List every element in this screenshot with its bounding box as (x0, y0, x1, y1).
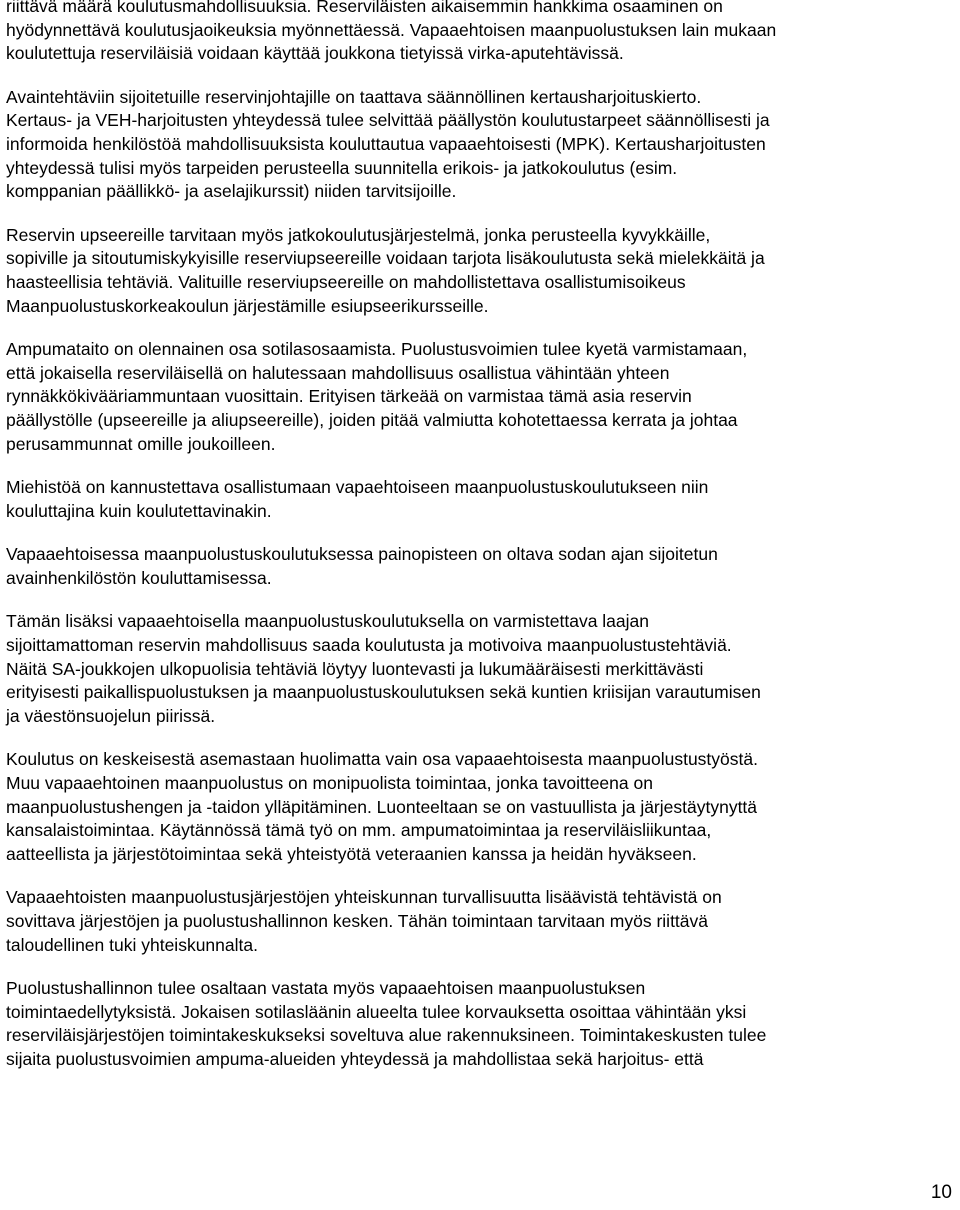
text-line: Muu vapaaehtoinen maanpuolustus on monipuolista toimintaa, jonka tavoitteena on (6, 773, 653, 794)
text-line: Näitä SA-joukkojen ulkopuolisia tehtäviä löytyy luontevasti ja lukumääräisesti merkittävästi (6, 658, 704, 679)
text-line: koulutettuja reserviläisiä voidaan käyttää joukkona tietyissä virka-aputehtävissä. (6, 43, 624, 64)
paragraph-unassigned-reserve (6, 610, 954, 728)
paragraph-marksmanship (6, 338, 954, 456)
text-line: Tämän lisäksi vapaaehtoisella maanpuolustuskoulutuksella on varmistettava laajan (6, 611, 649, 632)
text-line: että jokaisella reserviläisellä on halutessaan mahdollisuus osallistua vähintään yhteen (6, 362, 670, 383)
text-line: taloudellinen tuki yhteiskunnalta. (6, 934, 258, 955)
paragraph-defence-administration (6, 977, 954, 1071)
text-line: Vapaaehtoisessa maanpuolustuskoulutuksessa painopisteen on oltava sodan ajan sijoitetun (6, 544, 718, 565)
text-line: haasteellisia tehtäviä. Valituille reserviupseereille on mahdollistettava osallistumisoikeus (6, 271, 686, 292)
text-line: maanpuolustushengen ja -taidon ylläpitäminen. Luonteeltaan se on vastuullista ja järjestäytynyttä (6, 796, 758, 817)
text-line: Maanpuolustuskorkeakoulun järjestämille esiupseerikursseille. (6, 295, 489, 316)
paragraph-voluntary-work (6, 748, 954, 866)
text-line: Vapaaehtoisten maanpuolustusjärjestöjen yhteiskunnan turvallisuutta lisäävistä tehtävistä on (6, 887, 722, 908)
text-line: päällystölle (upseereille ja aliupseereille), joiden pitää valmiutta kohotettaessa kerrata ja johtaa (6, 409, 738, 430)
text-line: sovittava järjestöjen ja puolustushallinnon kesken. Tähän toimintaan tarvitaan myös riittävä (6, 911, 709, 931)
text-line: toimintaedellytyksistä. Jokaisen sotilasläänin alueelta tulee korvauksetta osoittaa vähintään yksi (6, 1001, 747, 1022)
text-line: riittävä määrä koulutusmahdollisuuksia. Reserviläisten aikaisemmin hankkima osaaminen on (6, 0, 723, 16)
text-line: Ampumataito on olennainen osa sotilasosaamista. Puolustusvoimien tulee kyetä varmistamaan, (6, 339, 748, 360)
paragraph-reserve-officers (6, 224, 954, 318)
text-line: hyödynnettävä koulutusjaoikeuksia myönnettäessä. Vapaaehtoisen maanpuolustuksen lain mukaan (6, 19, 777, 40)
text-line: Miehistöä on kannustettava osallistumaan vapaehtoiseen maanpuolustuskoulutukseen niin (6, 477, 709, 498)
text-line: Avaintehtäviin sijoitetuille reservinjohtajille on taattava säännöllinen kertausharjoituskierto. (6, 86, 702, 107)
text-line: rynnäkkökivääriammuntaan vuosittain. Erityisen tärkeää on varmistaa tämä asia reservin (6, 386, 692, 407)
text-line: Reservin upseereille tarvitaan myös jatkokoulutusjärjestelmä, jonka perusteella kyvykkäille, (6, 224, 711, 245)
text-line: sijaita puolustusvoimien ampuma-alueiden yhteydessä ja mahdollistaa sekä harjoitus- että (6, 1048, 704, 1069)
text-line: Puolustushallinnon tulee osaltaan vastata myös vapaaehtoisen maanpuolustuksen (6, 978, 646, 999)
text-line: sijoittamattoman reservin mahdollisuus saada koulutusta ja motivoiva maanpuolustustehtäviä. (6, 635, 732, 656)
text-line: kansalaistoimintaa. Käytännössä tämä työ on mm. ampumatoimintaa ja reserviläisliikuntaa, (6, 820, 712, 841)
paragraph-organizations-tasks (6, 886, 954, 957)
page-number: 10 (930, 1182, 952, 1203)
text-line: perusammunnat omille joukoilleen. (6, 433, 276, 454)
text-line: yhteydessä tulisi myös tarpeiden perusteella suunnitella erikois- ja jatkokoulutus (esim. (6, 157, 678, 178)
text-line: reserviläisjärjestöjen toimintakeskukseksi soveltuva alue rakennuksineen. Toimintakeskusten tulee (6, 1025, 767, 1046)
text-line: komppanian päällikkö- ja aselajikurssit) niiden tarvitsijoille. (6, 181, 457, 202)
text-line: sopiville ja sitoutumiskykyisille reserviupseereille voidaan tarjota lisäkoulutusta sekä mielekkäitä ja (6, 248, 765, 269)
paragraph-training-opportunities (6, 0, 954, 66)
text-line: erityisesti paikallispuolustuksen ja maanpuolustuskoulutuksen sekä kuntien kriisijan varautumisen (6, 682, 761, 703)
text-line: Kertaus- ja VEH-harjoitusten yhteydessä tulee selvittää päällystön koulutustarpeet säännöllisesti ja (6, 110, 770, 131)
text-line: avainhenkilöstön kouluttamisessa. (6, 567, 272, 588)
paragraph-enlisted-encouragement (6, 476, 954, 523)
text-line: aatteellista ja järjestötoimintaa sekä yhteistyötä veteraanien kanssa ja heidän hyväkseen. (6, 843, 697, 864)
text-line: informoida henkilöstöä mahdollisuuksista kouluttautua vapaaehtoisesti (MPK). Kertausharjoitusten (6, 133, 766, 154)
text-line: Koulutus on keskeisestä asemastaan huolimatta vain osa vapaaehtoisesta maanpuolustustyöstä. (6, 749, 758, 770)
text-line: ja väestönsuojelun piirissä. (6, 705, 216, 726)
paragraph-refresher-training (6, 86, 954, 204)
paragraph-voluntary-focus (6, 543, 954, 590)
text-line: kouluttajina kuin koulutettavinakin. (6, 500, 272, 521)
document-page (6, 0, 954, 1092)
